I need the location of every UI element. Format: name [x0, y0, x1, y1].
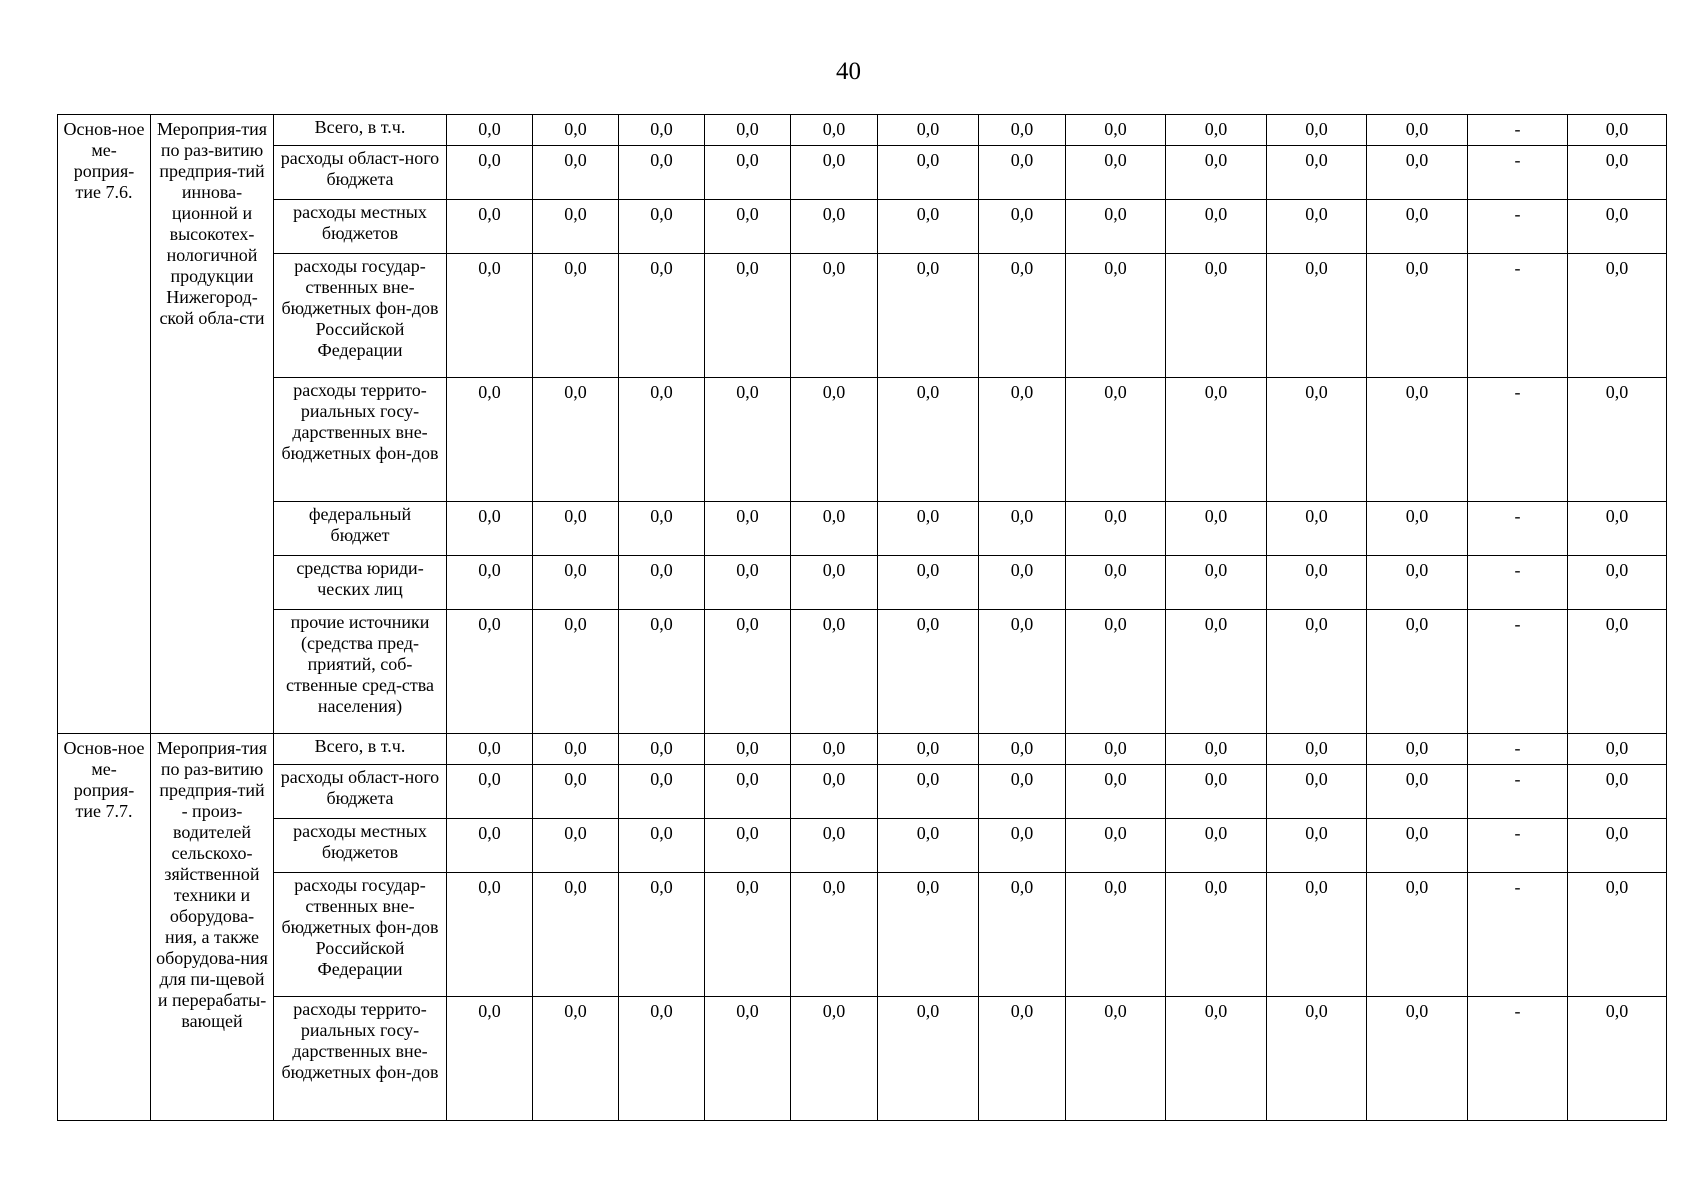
value-cell: 0,0 [447, 997, 533, 1121]
value-cell: 0,0 [878, 610, 979, 734]
value-cell: 0,0 [533, 254, 619, 378]
value-cell: 0,0 [1568, 556, 1667, 610]
value-cell: 0,0 [1166, 254, 1267, 378]
value-cell: 0,0 [878, 115, 979, 146]
value-cell: - [1468, 873, 1568, 997]
value-cell: 0,0 [878, 200, 979, 254]
value-cell: - [1468, 146, 1568, 200]
value-cell: 0,0 [791, 502, 878, 556]
value-cell: 0,0 [533, 115, 619, 146]
value-cell: 0,0 [705, 378, 791, 502]
table-row [58, 734, 1667, 765]
value-cell: 0,0 [447, 556, 533, 610]
value-cell: 0,0 [1066, 254, 1166, 378]
value-cell: 0,0 [1267, 873, 1367, 997]
value-cell: 0,0 [1166, 873, 1267, 997]
value-cell: 0,0 [1066, 819, 1166, 873]
value-cell: 0,0 [619, 765, 705, 819]
value-cell: 0,0 [705, 819, 791, 873]
value-cell: 0,0 [979, 997, 1066, 1121]
value-cell: 0,0 [447, 146, 533, 200]
value-cell: 0,0 [705, 146, 791, 200]
value-cell: 0,0 [1166, 115, 1267, 146]
value-cell: 0,0 [1166, 819, 1267, 873]
value-cell: 0,0 [1367, 873, 1468, 997]
funding-source: расходы террито-риальных госу-дарственных вне-бюджетных фон-дов [274, 997, 447, 1121]
value-cell: 0,0 [1267, 146, 1367, 200]
value-cell: 0,0 [1367, 146, 1468, 200]
value-cell: - [1468, 556, 1568, 610]
value-cell: 0,0 [1568, 146, 1667, 200]
value-cell: 0,0 [533, 734, 619, 765]
value-cell: 0,0 [705, 873, 791, 997]
value-cell: 0,0 [1568, 765, 1667, 819]
value-cell: 0,0 [979, 819, 1066, 873]
value-cell: 0,0 [1166, 610, 1267, 734]
value-cell: 0,0 [979, 765, 1066, 819]
value-cell: 0,0 [1166, 378, 1267, 502]
value-cell: 0,0 [791, 610, 878, 734]
value-cell: 0,0 [1166, 146, 1267, 200]
value-cell: 0,0 [447, 873, 533, 997]
table-row [58, 556, 1667, 610]
value-cell: 0,0 [705, 254, 791, 378]
value-cell: 0,0 [705, 502, 791, 556]
value-cell: 0,0 [619, 115, 705, 146]
value-cell: - [1468, 997, 1568, 1121]
value-cell: 0,0 [447, 819, 533, 873]
value-cell: 0,0 [619, 873, 705, 997]
value-cell: 0,0 [619, 997, 705, 1121]
value-cell: 0,0 [1367, 997, 1468, 1121]
value-cell: 0,0 [1568, 115, 1667, 146]
page-number: 40 [836, 58, 861, 85]
value-cell: 0,0 [1367, 734, 1468, 765]
funding-source: средства юриди-ческих лиц [274, 556, 447, 610]
value-cell: 0,0 [1568, 610, 1667, 734]
value-cell: 0,0 [1066, 556, 1166, 610]
value-cell: 0,0 [1267, 502, 1367, 556]
value-cell: 0,0 [878, 819, 979, 873]
value-cell: 0,0 [1267, 378, 1367, 502]
funding-source: федеральный бюджет [274, 502, 447, 556]
value-cell: 0,0 [1367, 502, 1468, 556]
value-cell: 0,0 [1568, 378, 1667, 502]
value-cell: 0,0 [1367, 115, 1468, 146]
value-cell: 0,0 [791, 997, 878, 1121]
budget-table [57, 114, 1667, 1121]
funding-source: расходы государ-ственных вне-бюджетных фон-дов Российской Федерации [274, 873, 447, 997]
value-cell: 0,0 [1267, 734, 1367, 765]
value-cell: 0,0 [447, 115, 533, 146]
value-cell: 0,0 [979, 200, 1066, 254]
value-cell: - [1468, 115, 1568, 146]
value-cell: 0,0 [1568, 997, 1667, 1121]
value-cell: 0,0 [705, 997, 791, 1121]
table-row [58, 502, 1667, 556]
table-row [58, 873, 1667, 997]
table-row [58, 819, 1667, 873]
value-cell: 0,0 [791, 200, 878, 254]
value-cell: 0,0 [1166, 997, 1267, 1121]
value-cell: 0,0 [1367, 819, 1468, 873]
value-cell: 0,0 [533, 556, 619, 610]
value-cell: 0,0 [979, 610, 1066, 734]
value-cell: - [1468, 765, 1568, 819]
value-cell: 0,0 [1066, 610, 1166, 734]
value-cell: 0,0 [619, 556, 705, 610]
value-cell: 0,0 [979, 146, 1066, 200]
value-cell: 0,0 [1568, 734, 1667, 765]
value-cell: - [1468, 254, 1568, 378]
value-cell: 0,0 [1066, 502, 1166, 556]
funding-source: Всего, в т.ч. [274, 115, 447, 146]
value-cell: 0,0 [979, 254, 1066, 378]
value-cell: 0,0 [979, 502, 1066, 556]
value-cell: 0,0 [1066, 115, 1166, 146]
value-cell: 0,0 [1267, 556, 1367, 610]
value-cell: 0,0 [1267, 200, 1367, 254]
value-cell: 0,0 [1568, 502, 1667, 556]
value-cell: 0,0 [447, 610, 533, 734]
activity-code: Основ-ное ме-роприя-тие 7.6. [58, 115, 151, 734]
value-cell: 0,0 [878, 254, 979, 378]
budget-table-body [58, 115, 1667, 1121]
value-cell: 0,0 [533, 819, 619, 873]
value-cell: 0,0 [878, 734, 979, 765]
value-cell: 0,0 [1066, 734, 1166, 765]
value-cell: 0,0 [705, 115, 791, 146]
value-cell: 0,0 [533, 765, 619, 819]
value-cell: 0,0 [878, 378, 979, 502]
table-row [58, 200, 1667, 254]
value-cell: 0,0 [447, 378, 533, 502]
value-cell: 0,0 [1367, 254, 1468, 378]
value-cell: 0,0 [878, 556, 979, 610]
value-cell: 0,0 [619, 254, 705, 378]
activity-code: Основ-ное ме-роприя-тие 7.7. [58, 734, 151, 1121]
value-cell: 0,0 [791, 765, 878, 819]
value-cell: 0,0 [1166, 502, 1267, 556]
funding-source: расходы област-ного бюджета [274, 146, 447, 200]
value-cell: 0,0 [619, 146, 705, 200]
value-cell: 0,0 [979, 115, 1066, 146]
value-cell: 0,0 [1367, 200, 1468, 254]
value-cell: 0,0 [533, 997, 619, 1121]
value-cell: 0,0 [533, 502, 619, 556]
value-cell: 0,0 [533, 873, 619, 997]
value-cell: 0,0 [878, 997, 979, 1121]
value-cell: - [1468, 819, 1568, 873]
funding-source: расходы государ-ственных вне-бюджетных фон-дов Российской Федерации [274, 254, 447, 378]
value-cell: 0,0 [447, 200, 533, 254]
value-cell: 0,0 [791, 734, 878, 765]
value-cell: 0,0 [1166, 556, 1267, 610]
value-cell: 0,0 [1367, 765, 1468, 819]
value-cell: 0,0 [1568, 873, 1667, 997]
value-cell: 0,0 [1568, 819, 1667, 873]
value-cell: 0,0 [1066, 200, 1166, 254]
value-cell: 0,0 [791, 873, 878, 997]
value-cell: 0,0 [791, 556, 878, 610]
value-cell: 0,0 [878, 765, 979, 819]
table-row [58, 997, 1667, 1121]
value-cell: 0,0 [447, 502, 533, 556]
value-cell: 0,0 [791, 254, 878, 378]
value-cell: 0,0 [619, 502, 705, 556]
value-cell: 0,0 [619, 378, 705, 502]
value-cell: 0,0 [1166, 765, 1267, 819]
value-cell: 0,0 [1367, 378, 1468, 502]
value-cell: 0,0 [1568, 200, 1667, 254]
value-cell: 0,0 [1267, 997, 1367, 1121]
value-cell: 0,0 [878, 873, 979, 997]
value-cell: 0,0 [979, 378, 1066, 502]
value-cell: - [1468, 502, 1568, 556]
value-cell: 0,0 [791, 115, 878, 146]
value-cell: 0,0 [791, 378, 878, 502]
value-cell: 0,0 [979, 873, 1066, 997]
value-cell: 0,0 [447, 734, 533, 765]
value-cell: - [1468, 610, 1568, 734]
value-cell: 0,0 [1066, 997, 1166, 1121]
funding-source: расходы террито-риальных госу-дарственных вне-бюджетных фон-дов [274, 378, 447, 502]
table-row [58, 254, 1667, 378]
value-cell: 0,0 [1267, 115, 1367, 146]
table-row [58, 765, 1667, 819]
value-cell: 0,0 [533, 146, 619, 200]
value-cell: 0,0 [979, 556, 1066, 610]
value-cell: 0,0 [533, 378, 619, 502]
table-row [58, 115, 1667, 146]
funding-source: расходы местных бюджетов [274, 819, 447, 873]
value-cell: 0,0 [533, 200, 619, 254]
value-cell: 0,0 [705, 200, 791, 254]
value-cell: 0,0 [1568, 254, 1667, 378]
value-cell: 0,0 [619, 200, 705, 254]
value-cell: 0,0 [1166, 200, 1267, 254]
value-cell: 0,0 [1066, 146, 1166, 200]
funding-source: Всего, в т.ч. [274, 734, 447, 765]
activity-title: Мероприя-тия по раз-витию предприя-тий иннова-ционной и высокотех-нологичной продукции Нижегород-ской обла-сти [151, 115, 274, 734]
value-cell: 0,0 [533, 610, 619, 734]
value-cell: - [1468, 200, 1568, 254]
value-cell: 0,0 [1267, 610, 1367, 734]
value-cell: 0,0 [878, 146, 979, 200]
value-cell: 0,0 [791, 819, 878, 873]
value-cell: 0,0 [1066, 765, 1166, 819]
value-cell: 0,0 [1367, 610, 1468, 734]
value-cell: 0,0 [1066, 873, 1166, 997]
value-cell: 0,0 [447, 765, 533, 819]
funding-source: расходы област-ного бюджета [274, 765, 447, 819]
value-cell: 0,0 [1066, 378, 1166, 502]
funding-source: прочие источники (средства пред-приятий, соб-ственные сред-ства населения) [274, 610, 447, 734]
value-cell: 0,0 [979, 734, 1066, 765]
value-cell: 0,0 [705, 556, 791, 610]
value-cell: 0,0 [705, 734, 791, 765]
value-cell: 0,0 [878, 502, 979, 556]
table-row [58, 610, 1667, 734]
value-cell: - [1468, 734, 1568, 765]
value-cell: 0,0 [619, 610, 705, 734]
value-cell: 0,0 [1267, 254, 1367, 378]
value-cell: 0,0 [619, 819, 705, 873]
value-cell: 0,0 [447, 254, 533, 378]
value-cell: 0,0 [1166, 734, 1267, 765]
funding-source: расходы местных бюджетов [274, 200, 447, 254]
value-cell: 0,0 [619, 734, 705, 765]
value-cell: 0,0 [791, 146, 878, 200]
table-row [58, 378, 1667, 502]
activity-title: Мероприя-тия по раз-витию предприя-тий - произ-водителей сельскохо-зяйственной техники и оборудова-ния, а также оборудова-ния для пи-щевой и перерабаты-вающей [151, 734, 274, 1121]
value-cell: 0,0 [1367, 556, 1468, 610]
value-cell: - [1468, 378, 1568, 502]
value-cell: 0,0 [705, 610, 791, 734]
value-cell: 0,0 [705, 765, 791, 819]
table-row [58, 146, 1667, 200]
value-cell: 0,0 [1267, 765, 1367, 819]
value-cell: 0,0 [1267, 819, 1367, 873]
